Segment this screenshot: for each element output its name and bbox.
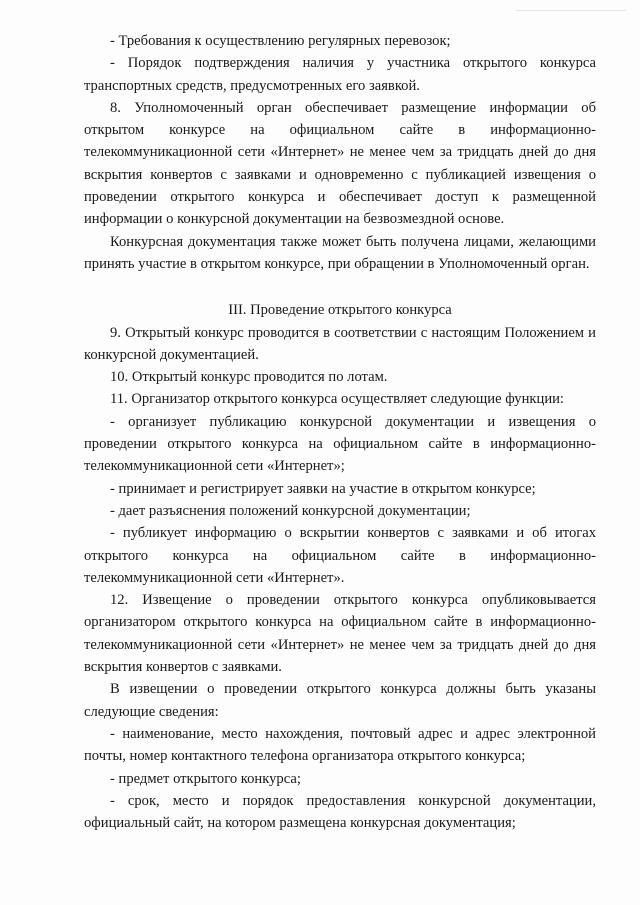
- section-heading: III. Проведение открытого конкурса: [228, 302, 452, 319]
- paragraph: - наименование, место нахождения, почтовый адрес и адрес электронной почты, номер контактного телефона организатора открытого конкурса;: [84, 725, 596, 765]
- paragraph: - предмет открытого конкурса;: [110, 770, 301, 787]
- document-page: [84, 30, 596, 834]
- paragraph: - Порядок подтверждения наличия у участника открытого конкурса транспортных средств, предусмотренных его заявкой.: [84, 55, 596, 94]
- paragraph: - дает разъяснения положений конкурсной документации;: [110, 502, 471, 519]
- paragraph: В извещении о проведении открытого конкурса должны быть указаны следующие сведения:: [84, 681, 596, 720]
- paragraph: Конкурсная документация также может быть получена лицами, желающими принять участие в открытом конкурсе, при обращении в Уполномоченный орган.: [84, 233, 596, 272]
- paragraph: - организует публикацию конкурсной документации и извещения о проведении открытого конкурса на официальном сайте в информационно-телекоммуникационной сети «Интернет»;: [84, 413, 596, 475]
- paragraph: - принимает и регистрирует заявки на участие в открытом конкурсе;: [110, 480, 536, 497]
- paragraph: - публикует информацию о вскрытии конвертов с заявками и об итогах открытого конкурса на официальном сайте в информационно-телекоммуникационной сети «Интернет».: [84, 525, 596, 586]
- paragraph: 8. Уполномоченный орган обеспечивает размещение информации об открытом конкурсе на официальном сайте в информационно-телекоммуникационной сети «Интернет» не менее чем за тридцать дней до дня вскрытия конвертов с заявками и одновременно с публикацией извещения о проведении открытого конкурса и обеспечивает доступ к размещенной информации о конкурсной документации на безвозмездной основе.: [84, 99, 596, 228]
- paragraph: 10. Открытый конкурс проводится по лотам.: [110, 369, 388, 386]
- paragraph: 12. Извещение о проведении открытого конкурса опубликовывается организатором открытого конкурса на официальном сайте в информационно-телекоммуникационной сети «Интернет» не менее чем за тридцать дней до дня вскрытия конвертов с заявками.: [84, 592, 596, 676]
- paragraph: 9. Открытый конкурс проводится в соответствии с настоящим Положением и конкурсной документацией.: [84, 324, 596, 363]
- paragraph: 11. Организатор открытого конкурса осуществляет следующие функции:: [110, 391, 564, 408]
- paragraph: - Требования к осуществлению регулярных перевозок;: [110, 33, 451, 49]
- paragraph: - срок, место и порядок предоставления конкурсной документации, официальный сайт, на котором размещена конкурсная документация;: [84, 792, 596, 832]
- scan-edge-mark: [516, 10, 626, 11]
